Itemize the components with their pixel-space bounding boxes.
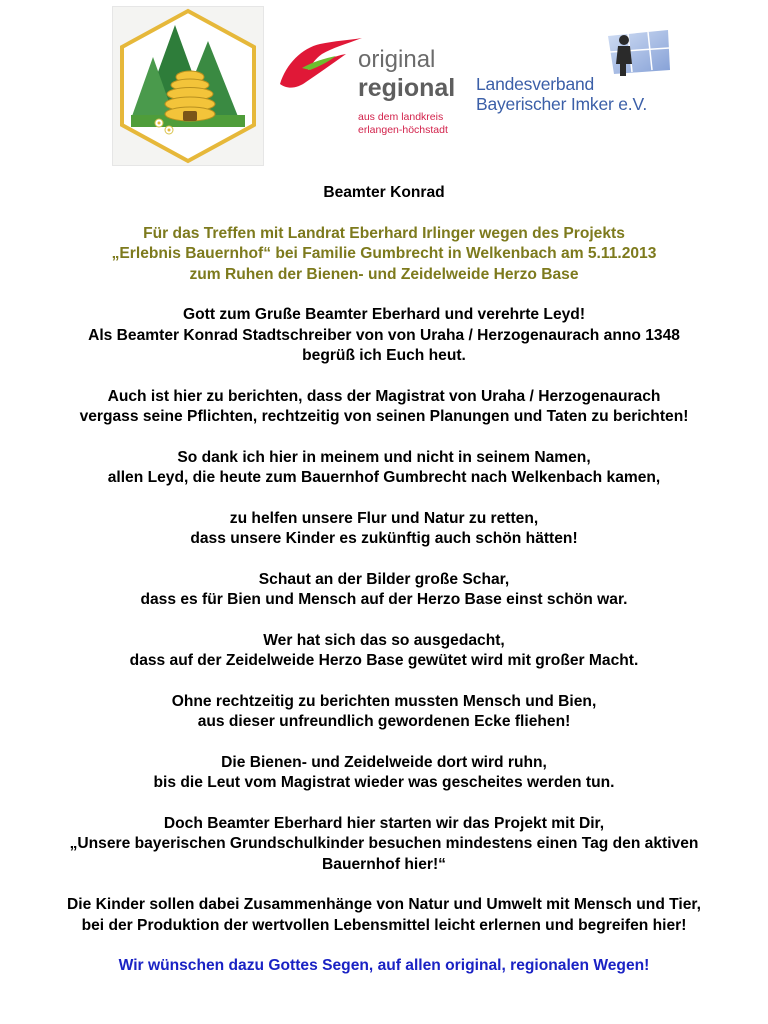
stanza-line: Bauernhof hier!“	[322, 855, 446, 873]
stanza	[0, 895, 768, 936]
original-regional-logo	[276, 34, 472, 146]
stanza	[0, 570, 768, 611]
stanza-line: Schaut an der Bilder große Schar,	[258, 570, 510, 588]
landesverband-logo	[472, 30, 672, 120]
stanza-line: So dank ich hier in meinem und nicht in seinem Namen,	[177, 448, 591, 466]
stanza-line: aus dieser unfreundlich gewordenen Ecke fliehen!	[197, 713, 571, 730]
beehive-logo	[112, 6, 264, 166]
stanza-line: bis die Leut vom Magistrat wieder was gescheites werden tun.	[153, 774, 615, 791]
stanza	[0, 387, 768, 428]
stanza-line: zu helfen unsere Flur und Natur zu retten,	[229, 509, 539, 527]
logo-landesverband-line2: Bayerischer Imker e.V.	[476, 94, 647, 114]
stanza-line: dass unsere Kinder es zukünftig auch schön hätten!	[190, 530, 578, 547]
stanza	[0, 448, 768, 489]
occasion-line: Für das Treffen mit Landrat Eberhard Irlinger wegen des Projekts	[143, 224, 625, 242]
stanza-line: dass es für Bien und Mensch auf der Herzo Base einst schön war.	[140, 591, 628, 608]
stanza-line: Wer hat sich das so ausgedacht,	[263, 631, 505, 649]
stanza-line: vergass seine Pflichten, rechtzeitig von seinen Planungen und Taten zu berichten!	[79, 408, 689, 425]
stanza-line: Doch Beamter Eberhard hier starten wir das Projekt mit Dir,	[163, 814, 605, 832]
stanza-line: Die Kinder sollen dabei Zusammenhänge von Natur und Umwelt mit Mensch und Tier,	[67, 896, 701, 913]
logo-landesverband-line1: Landesverband	[476, 74, 595, 94]
stanza-line: Die Bienen- und Zeidelweide dort wird ruhn,	[221, 753, 547, 771]
logo-subtitle-line2: erlangen-höchstadt	[358, 124, 448, 136]
logo-word-regional: regional	[358, 74, 456, 102]
letter-heading: Beamter Konrad	[323, 184, 445, 201]
stanza	[0, 631, 768, 672]
letter-body	[0, 183, 768, 977]
stanza	[0, 509, 768, 550]
occasion-block	[0, 224, 768, 286]
stanza-line: bei der Produktion der wertvollen Lebensmittel leicht erlernen und begreifen hier!	[81, 916, 687, 934]
occasion-line: zum Ruhen der Bienen- und Zeidelweide Herzo Base	[189, 265, 579, 283]
stanza-line: dass auf der Zeidelweide Herzo Base gewütet wird mit großer Macht.	[129, 652, 639, 669]
stanza-line: Als Beamter Konrad Stadtschreiber von von Uraha / Herzogenaurach anno 1348	[88, 326, 680, 344]
stanza-line: Auch ist hier zu berichten, dass der Magistrat von Uraha / Herzogenaurach	[107, 387, 661, 405]
occasion-line: „Erlebnis Bauernhof“ bei Familie Gumbrecht in Welkenbach am 5.11.2013	[111, 245, 657, 262]
stanza-project	[0, 814, 768, 876]
stanza-line: Ohne rechtzeitig zu berichten mussten Mensch und Bien,	[171, 692, 597, 710]
stanza	[0, 753, 768, 794]
beekeeper-figure-icon	[590, 30, 670, 80]
stanza-line: Gott zum Gruße Beamter Eberhard und verehrte Leyd!	[182, 306, 586, 323]
stanza	[0, 692, 768, 733]
stanza-line: begrüß ich Euch heut.	[302, 347, 466, 364]
stanza-greeting	[0, 305, 768, 367]
logo-word-original: original	[358, 46, 436, 73]
stanza-line: allen Leyd, die heute zum Bauernhof Gumbrecht nach Welkenbach kamen,	[107, 469, 661, 486]
stanza-line: „Unsere bayerischen Grundschulkinder besuchen mindestens einen Tag den aktiven	[69, 835, 699, 852]
swoosh-icon	[276, 34, 366, 104]
beehive-hexagon-icon	[113, 7, 263, 165]
closing-blessing: Wir wünschen dazu Gottes Segen, auf allen original, regionalen Wegen!	[118, 957, 650, 974]
logo-subtitle-line1: aus dem landkreis	[358, 111, 444, 123]
